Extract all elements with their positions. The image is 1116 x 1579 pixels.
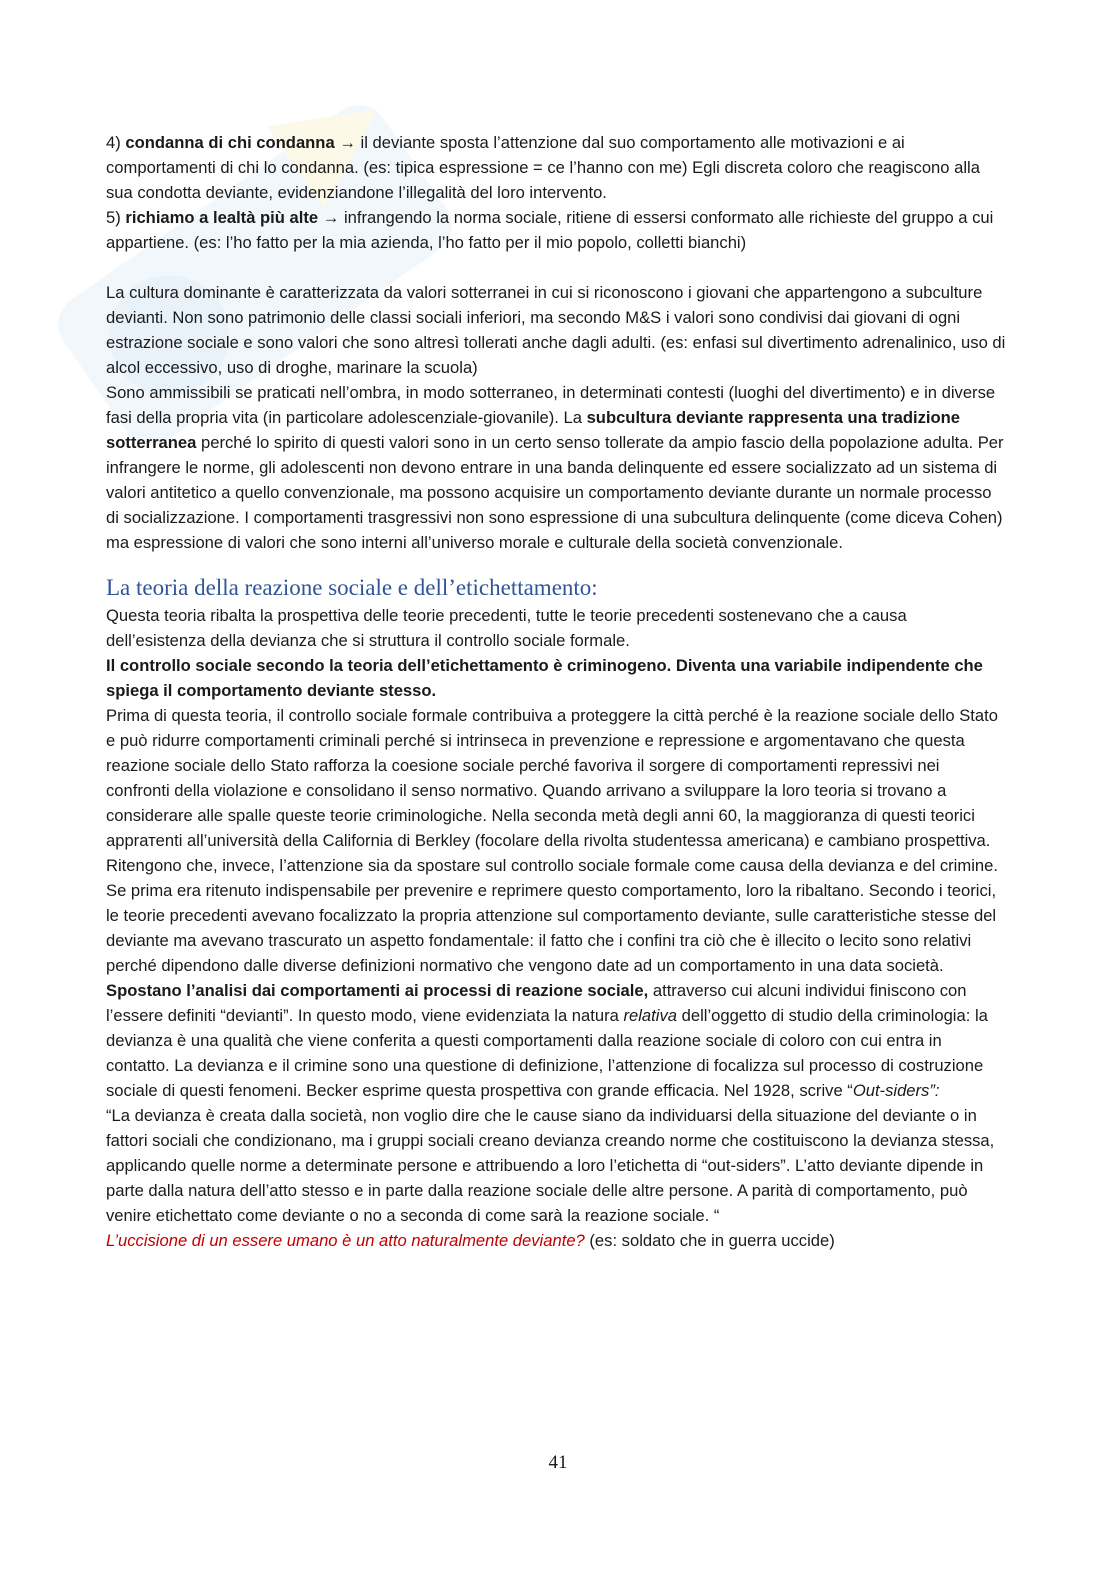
term-lealta: richiamo a lealtà più alte <box>125 208 319 227</box>
section-heading: La teoria della reazione sociale e dell’etichettamento: <box>106 575 598 600</box>
paragraph-cultura: La cultura dominante è caratterizzata da valori sotterranei in cui si riconoscono i giovani che appartengono a subculture devianti. Non sono patrimonio delle classi sociali inferiori, ma secondo M&S i valori sono condivisi dai giovani di ogni estrazione sociale e sono valori che sono altresì tollerati anche dagli adulti. (es: enfasi sul divertimento adrenalinico, uso di alcol eccessivo, uso di droghe, marinare la scuola) <box>106 283 1006 377</box>
document-body <box>106 130 1006 1253</box>
list-item-4: 4) condanna di chi condanna → il deviante sposta l’attenzione dal suo comportamento alle motivazioni e ai comportamenti di chi lo condanna. (es: tipica espressione = ce l’hanno con me) Egli discreta coloro che reagiscono alla sua condotta deviante, evidenziandone l’illegalità del loro intervento. <box>106 133 980 202</box>
quote-becker: “La devianza è creata dalla società, non voglio dire che le cause siano da individuarsi della situazione del deviante o in fattori sociali che condizionano, ma i gruppi sociali creano devianza creando norme che costituiscono la devianza stessa, applicando quelle norme a determinate persone e attribuendo a loro l’etichetta di “out-siders”. L’atto deviante dipende in parte dalla natura dell’atto stesso e in parte dalla reazione sociale delle altre persone. A parità di comportamento, può venire etichettato come deviante o no a seconda di come sarà la reazione sociale. “ <box>106 1106 995 1225</box>
arrow-icon: → <box>339 133 356 152</box>
term-condanna: condanna di chi condanna <box>125 133 335 152</box>
bold-statement: Il controllo sociale secondo la teoria dell’etichettamento è criminogeno. Diventa una variabile indipendente che spiega il comportamento deviante stesso. <box>106 656 983 700</box>
page-number: 41 <box>548 1452 568 1473</box>
final-question: L’uccisione di un essere umano è un atto naturalmente deviante? (es: soldato che in guerra uccide) <box>106 1231 835 1250</box>
arrow-icon: → <box>322 208 340 227</box>
paragraph-teoria: Questa teoria ribalta la prospettiva delle teorie precedenti, tutte le teorie precedenti sostenevano che a causa dell’esistenza della devianza che si struttura il controllo sociale formale. <box>106 606 907 650</box>
list-item-5: 5) richiamo a lealtà più alte → infrangendo la norma sociale, ritiene di essersi conformato alle richieste del gruppo a cui appartiene. (es: l’ho fatto per la mia azienda, l’ho fatto per il mio popolo, colletti bianchi) <box>106 208 994 252</box>
paragraph-prima: Prima di questa teoria, il controllo sociale formale contribuiva a proteggere la città perché è la reazione sociale dello Stato e può ridurre comportamenti criminali perché si intrinseca in prevenzione e repressione e argomentavano che questa reazione sociale dello Stato rafforza la coesione sociale perché favoriva il sorgere di comportamenti repressivi nei confronti della violazione e consolidano il senso normativo. Quando arrivano a sviluppare la loro teoria si trovano a considerare alle spalle queste teorie criminologiche. Nella seconda metà degli anni 60, la maggioranza di questi teorici apprатenti all’università della California di Berkley (focolare della rivolta studentessa americana) e cambiano prospettiva. Ritengono che, invece, l’attenzione sia da spostare sul controllo sociale formale come causa della devianza e del crimine. Se prima era ritenuto indispensabile per prevenire e reprimere questo comportamento, loro la ribaltano. Secondo i teorici, le teorie precedenti avevano focalizzato la propria attenzione sul comportamento deviante, sulle caratteristiche stesse del deviante ma avevano trascurato un aspetto fondamentale: il fatto che i confini tra ciò che è illecito o lecito sono relativi perché dipendono dalle diverse definizioni normativo che vengono date ad un comportamento in una data società. Spostano l’analisi dai comportamenti ai processi di reazione sociale, attraverso cui alcuni individui finiscono con l’essere definiti “devianti”. In questo modo, viene evidenziata la natura relativa dell’oggetto di studio della criminologia: la devianza è una qualità che viene conferita a questi comportamenti dalla reazione sociale di coloro con cui entra in contatto. La devianza e il crimine sono una questione di definizione, l’attenzione di focalizza sul processo di costruzione sociale di questi fenomeni. Becker esprime questa prospettiva con grande efficacia. Nel 1928, scrive “Out-siders”: <box>106 706 998 1100</box>
paragraph-subcultura: Sono ammissibili se praticati nell’ombra, in modo sotterraneo, in determinati contesti (luoghi del divertimento) e in diverse fasi della propria vita (in particolare adolescenziale-giovanile). La subcultura deviante rappresenta una tradizione sotterranea perché lo spirito di questi valori sono in un certo senso tollerate da ampio fascio della popolazione adulta. Per infrangere le norme, gli adolescenti non devono entrare in una banda delinquente ed essere socializzato ad un sistema di valori antitetico a quello convenzionale, ma possono acquisire un comportamento deviante durante un normale processo di socializzazione. I comportamenti trasgressivi non sono espressione di una subcultura delinquente (come diceva Cohen) ma espressione di valori che sono interni all’universo morale e culturale della società convenzionale. <box>106 383 1004 552</box>
